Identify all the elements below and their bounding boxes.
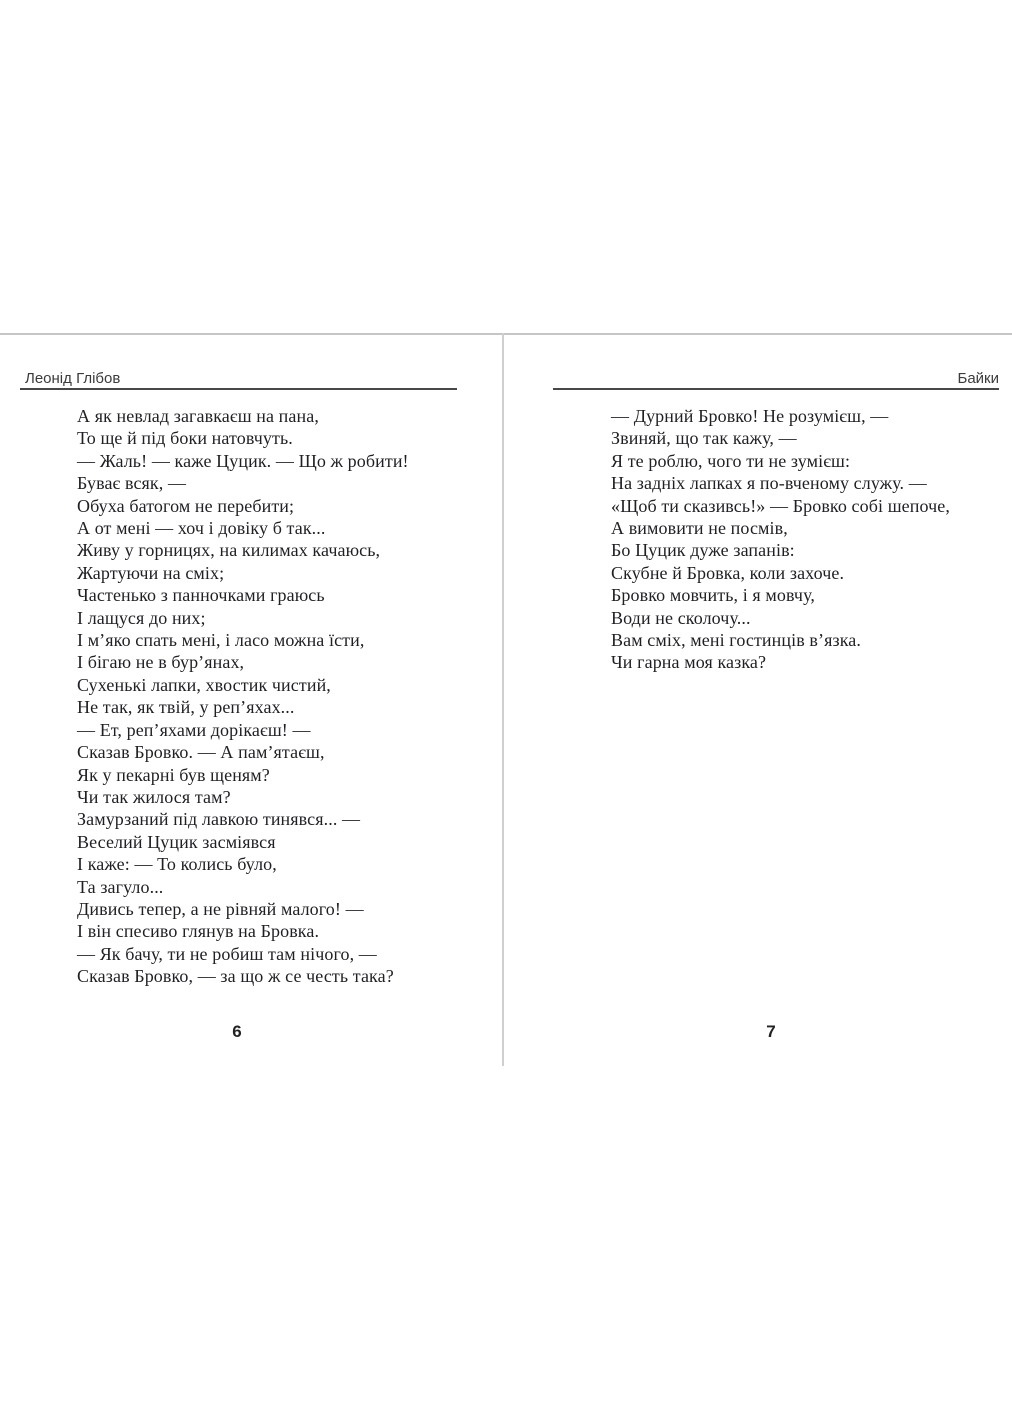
poem-line: Як у пекарні був щеням? (77, 764, 270, 785)
poem-line: І лащуся до них; (77, 607, 206, 628)
poem-line: «Щоб ти сказивсь!» — Бровко собі шепоче, (611, 495, 950, 516)
right-page-number: 7 (766, 1022, 776, 1041)
right-running-header: Байки (957, 370, 999, 387)
poem-line: Обуха батогом не перебити; (77, 495, 295, 516)
spread-top-rule (0, 333, 1012, 335)
poem-line: І каже: — То колись було, (77, 854, 277, 875)
poem-line: Води не сколочу... (611, 607, 751, 628)
poem-line: А от мені — хоч і довіку б так... (77, 518, 326, 539)
poem-line: І він спесиво глянув на Бровка. (77, 921, 320, 942)
poem-line: Живу у горницях, на килимах качаюсь, (77, 540, 381, 561)
poem-line: І м’яко спать мені, і ласо можна їсти, (77, 630, 365, 651)
poem-line: Дивись тепер, а не рівняй малого! — (77, 898, 364, 919)
right-header-rule (553, 388, 999, 390)
left-running-header: Леонід Глібов (25, 370, 121, 387)
poem-line: — Ет, реп’яхами дорікаєш! — (77, 719, 311, 740)
poem-line: А як невлад загавкаєш на пана, (77, 406, 319, 426)
poem-line: Бо Цуцик дуже запанів: (611, 540, 795, 561)
poem-line: Частенько з панночками граюсь (77, 585, 325, 606)
poem-line: На задніх лапках я по-вченому служу. — (611, 473, 927, 494)
poem-line: Чи гарна моя казка? (611, 652, 767, 673)
poem-line: Звиняй, що так кажу, — (611, 428, 797, 449)
left-header-rule (20, 388, 457, 390)
poem-line: І бігаю не в бур’янах, (77, 652, 245, 673)
poem-line: Веселий Цуцик засміявся (77, 831, 276, 852)
poem-line: Замурзаний під лавкою тинявся... — (77, 809, 361, 830)
poem-line: Вам сміх, мені гостинців в’язка. (611, 630, 861, 651)
poem-line: Жартуючи на сміх; (77, 562, 225, 583)
poem-line: Сказав Бровко, — за що ж се честь така? (77, 966, 394, 987)
poem-line: — Як бачу, ти не робиш там нічого, — (77, 943, 377, 964)
poem-line: А вимовити не посмів, (611, 518, 788, 539)
poem-line: Скубне й Бровка, коли захоче. (611, 562, 845, 583)
poem-line: Сказав Бровко. — А пам’ятаєш, (77, 742, 325, 763)
poem-line: Та загуло... (77, 876, 164, 897)
left-poem-text (77, 405, 409, 988)
left-page-number: 6 (232, 1022, 242, 1041)
poem-line: Сухенькі лапки, хвостик чистий, (77, 674, 331, 695)
poem-line: Буває всяк, — (77, 473, 187, 494)
right-poem-text (611, 405, 950, 674)
poem-line: Бровко мовчить, і я мовчу, (611, 585, 815, 606)
poem-line: — Дурний Бровко! Не розумієш, — (611, 406, 889, 426)
poem-line: Не так, як твій, у реп’яхах... (77, 697, 295, 718)
page-spine-divider (502, 333, 504, 1066)
poem-line: Чи так жилося там? (77, 786, 231, 807)
poem-line: То ще й під боки натовчуть. (77, 428, 293, 449)
poem-line: Я те роблю, чого ти не зумієш: (611, 450, 851, 471)
poem-line: — Жаль! — каже Цуцик. — Що ж робити! (77, 450, 409, 471)
